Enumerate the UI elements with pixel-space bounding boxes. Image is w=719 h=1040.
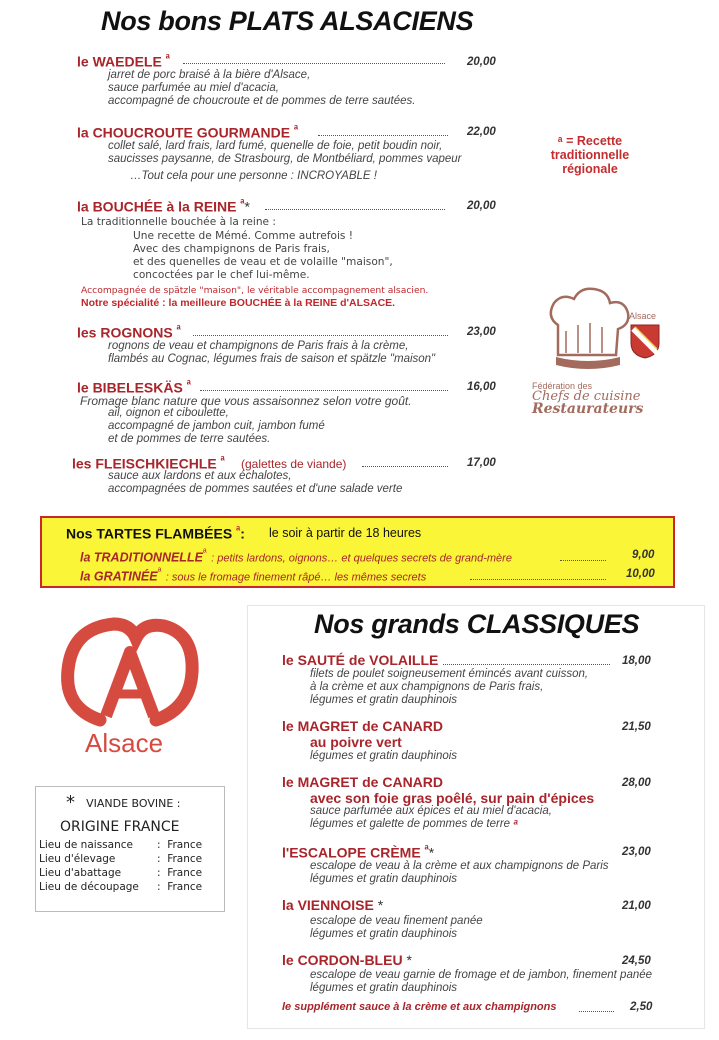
dish-price: 23,00 (467, 326, 496, 338)
dish-description: ail, oignon et ciboulette, accompagné de jambon cuit, jambon fumé et de pommes de terre sautées. (108, 407, 325, 445)
dish-name-rognons (77, 323, 181, 341)
legend-line-1 (540, 134, 640, 148)
leader-dots (470, 579, 606, 580)
classic-dish-description: escalope de veau finement panée légumes et gratin dauphinois (310, 915, 483, 940)
regional-mark: ᵃ (165, 52, 170, 64)
dish-price: 22,00 (467, 126, 496, 138)
dish-price: 17,00 (467, 457, 496, 469)
regional-mark: ᵃ (176, 323, 181, 335)
leader-dots (362, 466, 448, 467)
supplement-price: 2,50 (630, 1001, 653, 1013)
chef-hat-icon (544, 285, 634, 370)
dish-name-fleischkiechle (72, 454, 225, 472)
chef-logo-line-3: Restaurateurs (532, 401, 644, 417)
classic-dish-price: 24,50 (622, 955, 651, 967)
section-title-alsaciens: Nos bons PLATS ALSACIENS (101, 6, 474, 36)
leader-dots (579, 1011, 614, 1012)
alsace-shield-icon (629, 323, 661, 359)
beef-origin-row (39, 839, 202, 851)
beef-origin-subtitle: ORIGINE FRANCE (60, 819, 180, 835)
legend-line-3: régionale (562, 162, 618, 176)
tarte-item (80, 566, 426, 585)
regional-mark: ᵃ (294, 123, 299, 135)
row-value: France (167, 867, 203, 879)
legend-symbol: ᵃ (557, 134, 563, 148)
classic-dish-name: le MAGRET de CANARD (282, 718, 444, 734)
classic-dish-name-viennoise (282, 897, 383, 913)
dish-accompaniment: Accompagnée de spätzle "maison", le véritable accompagnement alsacien. (81, 285, 429, 296)
regional-mark: ᵃ (513, 818, 518, 830)
dish-note: …Tout cela pour une personne : INCROYABLE ! (130, 170, 377, 182)
beef-origin-star: * (66, 792, 75, 813)
dish-name-bouchee (77, 197, 250, 215)
legend-text: = Recette (566, 134, 623, 148)
beef-origin-header (66, 792, 181, 813)
leader-dots (193, 335, 448, 336)
alsace-brand-logo (60, 612, 200, 762)
dish-intro: Fromage blanc nature que vous assaisonnez selon votre goût. (80, 394, 412, 408)
tarte-item (80, 547, 512, 566)
row-label: Lieu de naissance (39, 839, 133, 851)
dish-name-choucroute (77, 123, 298, 141)
classic-dish-description: escalope de veau garnie de fromage et de jambon, finement panée légumes et gratin dauphinois (310, 969, 653, 994)
beef-origin-star: * (428, 844, 435, 861)
dish-description: jarret de porc braisé à la bière d'Alsace, sauce parfumée au miel d'acacia, accompagné de choucroute et de pommes de terre sautées. (108, 69, 416, 107)
alsace-pretzel-icon (60, 612, 200, 730)
supplement-text: le supplément sauce à la crème et aux champignons (282, 1001, 557, 1013)
leader-dots (265, 209, 445, 210)
tarte-description: : petits lardons, oignons… et quelques secrets de grand-mère (211, 552, 512, 565)
dish-intro: La traditionnelle bouchée à la reine : (81, 216, 277, 228)
tartes-title-colon: : (240, 525, 245, 542)
tartes-title-text: Nos TARTES FLAMBÉES (66, 525, 233, 542)
row-value: France (167, 881, 203, 893)
leader-dots (200, 390, 448, 391)
dish-specialty: Notre spécialité : la meilleure BOUCHÉE à la REINE d'ALSACE. (81, 297, 396, 309)
beef-origin-row (39, 853, 202, 865)
regional-mark: ᵃ (240, 197, 245, 209)
leader-dots (560, 560, 606, 561)
beef-origin-row (39, 867, 202, 879)
beef-origin-star: * (244, 198, 250, 215)
classic-dish-description (310, 805, 552, 831)
row-label: Lieu d'abattage (39, 867, 122, 879)
tartes-time: le soir à partir de 18 heures (269, 526, 422, 540)
tarte-description: : sous le fromage finement râpé… les mêmes secrets (165, 571, 427, 584)
chef-logo-region: Alsace (629, 311, 657, 321)
beef-origin-star: * (377, 897, 384, 913)
tartes-title (66, 524, 245, 542)
dish-name-text: le BIBELESKÄS (77, 379, 183, 396)
beef-origin-title: VIANDE BOVINE : (86, 797, 181, 810)
classic-dish-description: filets de poulet soigneusement émincés avant cuisson, à la crème et aux champignons de Paris frais, légumes et gratin dauphinois (310, 668, 589, 706)
dish-name-waedele (77, 52, 170, 70)
chef-logo-line-2: Chefs de cuisine (532, 389, 641, 404)
row-label: Lieu de découpage (39, 881, 139, 893)
classic-dish-description: légumes et gratin dauphinois (310, 750, 458, 762)
chef-logo-line-1: Fédération des (532, 381, 593, 391)
dish-subtitle: (galettes de viande) (241, 457, 347, 471)
classic-dish-name-cordon-bleu (282, 952, 412, 968)
alsace-logo-text: Alsace (85, 728, 164, 758)
dish-description: collet salé, lard frais, lard fumé, quenelle de foie, petit boudin noir, saucisses paysanne, de Strasbourg, de Montbéliard, pommes vapeur (108, 140, 462, 165)
classic-dish-name-escalope (282, 843, 434, 861)
legend-line-2: traditionnelle (550, 148, 630, 162)
dish-price: 20,00 (467, 200, 496, 212)
row-value: France (167, 839, 203, 851)
dish-name-text: la CHOUCROUTE GOURMANDE (77, 124, 291, 141)
dish-price: 16,00 (467, 381, 496, 393)
beef-origin-box (35, 786, 225, 912)
beef-origin-row (39, 881, 202, 893)
row-colon: : (157, 867, 168, 879)
classic-dish-description: escalope de veau à la crème et aux champignons de Paris légumes et gratin dauphinois (310, 860, 609, 885)
tarte-name: la GRATINÉE (80, 569, 158, 584)
leader-dots (443, 664, 610, 665)
regional-mark: ᵃ (202, 547, 207, 558)
leader-dots (183, 63, 445, 64)
dish-price: 20,00 (467, 56, 496, 68)
row-value: France (167, 853, 203, 865)
chefs-federation-logo (532, 285, 677, 420)
dish-description: Une recette de Mémé. Comme autrefois ! Avec des champignons de Paris frais, et des quenelles de veau et de volaille "maison", concoctées par le chef lui-même. (133, 230, 393, 281)
classic-dish-name: le CORDON-BLEU (282, 952, 403, 968)
tartes-flambees-panel (40, 516, 675, 588)
section-title-classiques: Nos grands CLASSIQUES (314, 609, 640, 639)
classic-dish-subtitle: au poivre vert (310, 734, 402, 750)
dish-description: rognons de veau et champignons de Paris frais à la crème, flambés au Cognac, légumes frais de saison et spätzle "maison" (108, 340, 436, 365)
classic-dish-name: le SAUTÉ de VOLAILLE (282, 652, 439, 668)
tarte-price: 10,00 (626, 568, 655, 580)
dish-name-text: les FLEISCHKIECHLE (72, 455, 217, 472)
row-colon: : (157, 853, 168, 865)
regional-mark: ᵃ (424, 843, 429, 855)
row-label: Lieu d'élevage (39, 853, 116, 865)
classic-dish-name: la VIENNOISE (282, 897, 374, 913)
classic-dish-name: le MAGRET de CANARD (282, 774, 444, 790)
legend-regional-recipe (540, 134, 640, 176)
classic-dish-price: 28,00 (622, 777, 651, 789)
classic-dish-name: l'ESCALOPE CRÈME (282, 844, 421, 861)
tarte-price: 9,00 (632, 549, 655, 561)
dish-description: sauce aux lardons et aux échalotes, accompagnées de pommes sautées et d'une salade verte (108, 470, 403, 495)
classic-dish-subtitle: avec son foie gras poêlé, sur pain d'épices (310, 790, 595, 806)
regional-mark: ᵃ (157, 566, 162, 577)
classic-dish-price: 21,00 (622, 900, 651, 912)
row-colon: : (157, 839, 168, 851)
regional-mark: ᵃ (186, 378, 191, 390)
tarte-name: la TRADITIONNELLE (80, 550, 203, 565)
classic-dish-price: 18,00 (622, 655, 651, 667)
classic-dish-price: 23,00 (622, 846, 651, 858)
classic-dish-price: 21,50 (622, 721, 651, 733)
leader-dots (318, 135, 448, 136)
classic-dish-description-text: sauce parfumée aux épices et au miel d'acacia, légumes et galette de pommes de terre (310, 805, 552, 830)
dish-name-text: les ROGNONS (77, 324, 173, 341)
beef-origin-star: * (406, 952, 412, 968)
dish-name-bibeleskas (77, 378, 191, 396)
regional-mark: ᵃ (220, 454, 225, 466)
dish-name-text: le WAEDELE (77, 53, 162, 70)
regional-mark: ᵃ (236, 524, 241, 536)
row-colon: : (157, 881, 168, 893)
dish-name-text: la BOUCHÉE à la REINE (77, 198, 237, 215)
